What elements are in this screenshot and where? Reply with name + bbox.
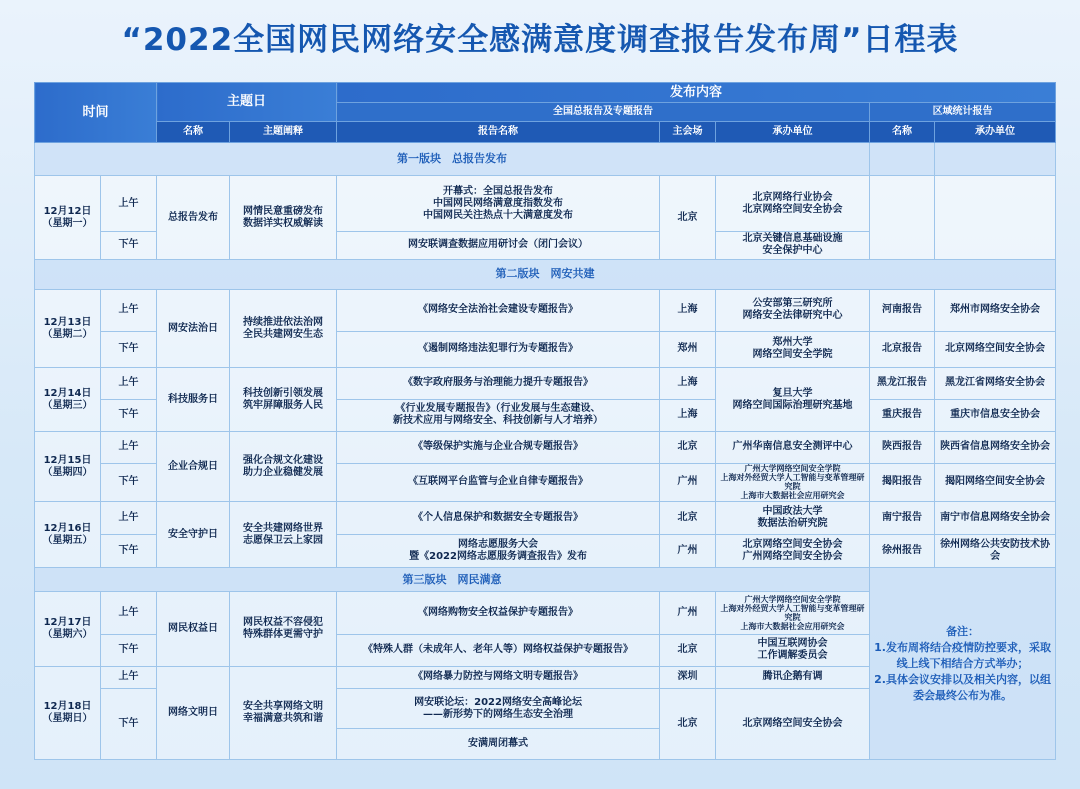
am-label: 上午 <box>101 176 157 232</box>
theme-name: 企业合规日 <box>157 432 230 502</box>
region-organizer: 南宁市信息网络安全协会 <box>935 502 1056 534</box>
pm-label: 下午 <box>101 688 157 759</box>
main-venue: 北京 <box>660 635 716 666</box>
main-venue: 郑州 <box>660 331 716 368</box>
main-venue: 广州 <box>660 592 716 635</box>
main-venue: 北京 <box>660 176 716 259</box>
pm-label: 下午 <box>101 331 157 368</box>
report-name: 《网络购物安全权益保护专题报告》 <box>337 592 660 635</box>
section-row <box>35 259 1056 289</box>
section-row <box>35 143 1056 176</box>
region-organizer: 北京网络空间安全协会 <box>935 331 1056 368</box>
header-theme-name: 名称 <box>157 122 230 143</box>
day-date: 12月13日 （星期二） <box>35 290 101 368</box>
am-label: 上午 <box>101 432 157 463</box>
theme-name: 网络文明日 <box>157 666 230 759</box>
table-row <box>35 290 1056 332</box>
remarks-note: 备注： 1.发布周将结合疫情防控要求，采取线上线下相结合方式举办； 2.具体会议安排以及相关内容，以组委会最终公布为准。 <box>870 568 1056 760</box>
region-name: 河南报告 <box>870 290 935 332</box>
theme-desc: 安全共享网络文明 幸福满意共筑和谐 <box>230 666 337 759</box>
day-date: 12月18日 （星期日） <box>35 666 101 759</box>
am-label: 上午 <box>101 368 157 399</box>
organizer: 中国政法大学 数据法治研究院 <box>716 502 870 534</box>
am-label: 上午 <box>101 290 157 332</box>
report-name: 《互联网平台监管与企业自律专题报告》 <box>337 463 660 502</box>
theme-desc: 强化合规文化建设 助力企业稳健发展 <box>230 432 337 502</box>
region-name: 重庆报告 <box>870 399 935 431</box>
organizer: 中国互联网协会 工作调解委员会 <box>716 635 870 666</box>
region-name: 南宁报告 <box>870 502 935 534</box>
header-theme-day: 主题日 <box>157 83 337 122</box>
schedule-table-container <box>34 82 1055 760</box>
report-name: 网安联调查数据应用研讨会（闭门会议） <box>337 232 660 259</box>
table-row <box>35 502 1056 534</box>
report-name: 《网络安全法治社会建设专题报告》 <box>337 290 660 332</box>
organizer: 公安部第三研究所 网络安全法律研究中心 <box>716 290 870 332</box>
page-title: “2022全国网民网络安全感满意度调查报告发布周”日程表 <box>121 22 959 58</box>
main-venue: 广州 <box>660 534 716 567</box>
theme-name: 网安法治日 <box>157 290 230 368</box>
organizer: 复旦大学 网络空间国际治理研究基地 <box>716 368 870 432</box>
am-label: 上午 <box>101 592 157 635</box>
day-date: 12月12日 （星期一） <box>35 176 101 259</box>
report-name: 《特殊人群（未成年人、老年人等）网络权益保护专题报告》 <box>337 635 660 666</box>
region-organizer: 揭阳网络空间安全协会 <box>935 463 1056 502</box>
main-venue: 广州 <box>660 463 716 502</box>
main-venue: 上海 <box>660 399 716 431</box>
table-row <box>35 368 1056 399</box>
report-name: 安满周闭幕式 <box>337 729 660 760</box>
theme-desc: 网情民意重磅发布 数据详实权威解读 <box>230 176 337 259</box>
schedule-table <box>34 82 1056 760</box>
report-name: 《行业发展专题报告》（行业发展与生态建设、 新技术应用与网络安全、科技创新与人才培养） <box>337 399 660 431</box>
day-date: 12月17日 （星期六） <box>35 592 101 666</box>
region-organizer: 重庆市信息安全协会 <box>935 399 1056 431</box>
header-report-name: 报告名称 <box>337 122 660 143</box>
day-date: 12月16日 （星期五） <box>35 502 101 568</box>
main-venue: 上海 <box>660 290 716 332</box>
header-publish-content: 发布内容 <box>337 83 1056 103</box>
section-title: 第一版块 总报告发布 <box>35 143 870 176</box>
region-name: 北京报告 <box>870 331 935 368</box>
theme-name: 总报告发布 <box>157 176 230 259</box>
header-region-organizer: 承办单位 <box>935 122 1056 143</box>
pm-label: 下午 <box>101 534 157 567</box>
report-name: 《遏制网络违法犯罪行为专题报告》 <box>337 331 660 368</box>
day-date: 12月14日 （星期三） <box>35 368 101 432</box>
region-organizer: 黑龙江省网络安全协会 <box>935 368 1056 399</box>
theme-desc: 网民权益不容侵犯 特殊群体更需守护 <box>230 592 337 666</box>
theme-name: 网民权益日 <box>157 592 230 666</box>
am-label: 上午 <box>101 666 157 688</box>
table-row <box>35 176 1056 232</box>
pm-label: 下午 <box>101 463 157 502</box>
header-time: 时间 <box>35 83 157 143</box>
theme-name: 科技服务日 <box>157 368 230 432</box>
theme-desc: 持续推进依法治网 全民共建网安生态 <box>230 290 337 368</box>
header-national-reports: 全国总报告及专题报告 <box>337 103 870 122</box>
header-region-name: 名称 <box>870 122 935 143</box>
pm-label: 下午 <box>101 232 157 259</box>
pm-label: 下午 <box>101 399 157 431</box>
region-name: 黑龙江报告 <box>870 368 935 399</box>
main-venue: 上海 <box>660 368 716 399</box>
organizer: 北京网络空间安全协会 广州网络空间安全协会 <box>716 534 870 567</box>
organizer: 北京网络空间安全协会 <box>716 688 870 759</box>
organizer: 郑州大学 网络空间安全学院 <box>716 331 870 368</box>
organizer: 广州大学网络空间安全学院 上海对外经贸大学人工智能与变革管理研究院 上海市大数据社会应用研究会 <box>716 463 870 502</box>
main-venue: 北京 <box>660 432 716 463</box>
header-regional-reports: 区域统计报告 <box>870 103 1056 122</box>
organizer: 广州大学网络空间安全学院 上海对外经贸大学人工智能与变革管理研究院 上海市大数据社会应用研究会 <box>716 592 870 635</box>
region-name: 揭阳报告 <box>870 463 935 502</box>
header-main-venue: 主会场 <box>660 122 716 143</box>
day-date: 12月15日 （星期四） <box>35 432 101 502</box>
region-organizer: 郑州市网络安全协会 <box>935 290 1056 332</box>
organizer: 北京网络行业协会 北京网络空间安全协会 <box>716 176 870 232</box>
pm-label: 下午 <box>101 635 157 666</box>
report-name: 网络志愿服务大会 暨《2022网络志愿服务调查报告》发布 <box>337 534 660 567</box>
organizer: 广州华南信息安全测评中心 <box>716 432 870 463</box>
table-header <box>35 83 1056 143</box>
main-venue: 北京 <box>660 502 716 534</box>
table-row <box>35 432 1056 463</box>
main-venue: 北京 <box>660 688 716 759</box>
region-name: 陕西报告 <box>870 432 935 463</box>
organizer: 腾讯企鹅有调 <box>716 666 870 688</box>
region-organizer: 陕西省信息网络安全协会 <box>935 432 1056 463</box>
section-row <box>35 568 1056 592</box>
am-label: 上午 <box>101 502 157 534</box>
theme-name: 安全守护日 <box>157 502 230 568</box>
region-organizer: 徐州网络公共安防技术协会 <box>935 534 1056 567</box>
theme-desc: 科技创新引领发展 筑牢屏障服务人民 <box>230 368 337 432</box>
report-name: 《等级保护实施与企业合规专题报告》 <box>337 432 660 463</box>
organizer: 北京关键信息基础设施 安全保护中心 <box>716 232 870 259</box>
report-name: 《数字政府服务与治理能力提升专题报告》 <box>337 368 660 399</box>
report-name: 《个人信息保护和数据安全专题报告》 <box>337 502 660 534</box>
section-title: 第二版块 网安共建 <box>35 259 1056 289</box>
report-name: 《网络暴力防控与网络文明专题报告》 <box>337 666 660 688</box>
region-name: 徐州报告 <box>870 534 935 567</box>
main-venue: 深圳 <box>660 666 716 688</box>
header-organizer: 承办单位 <box>716 122 870 143</box>
header-theme-desc: 主题阐释 <box>230 122 337 143</box>
section-title: 第三版块 网民满意 <box>35 568 870 592</box>
report-name: 开幕式：全国总报告发布 中国网民网络满意度指数发布 中国网民关注热点十大满意度发布 <box>337 176 660 232</box>
report-name: 网安联论坛：2022网络安全高峰论坛 ——新形势下的网络生态安全治理 <box>337 688 660 729</box>
theme-desc: 安全共建网络世界 志愿保卫云上家园 <box>230 502 337 568</box>
